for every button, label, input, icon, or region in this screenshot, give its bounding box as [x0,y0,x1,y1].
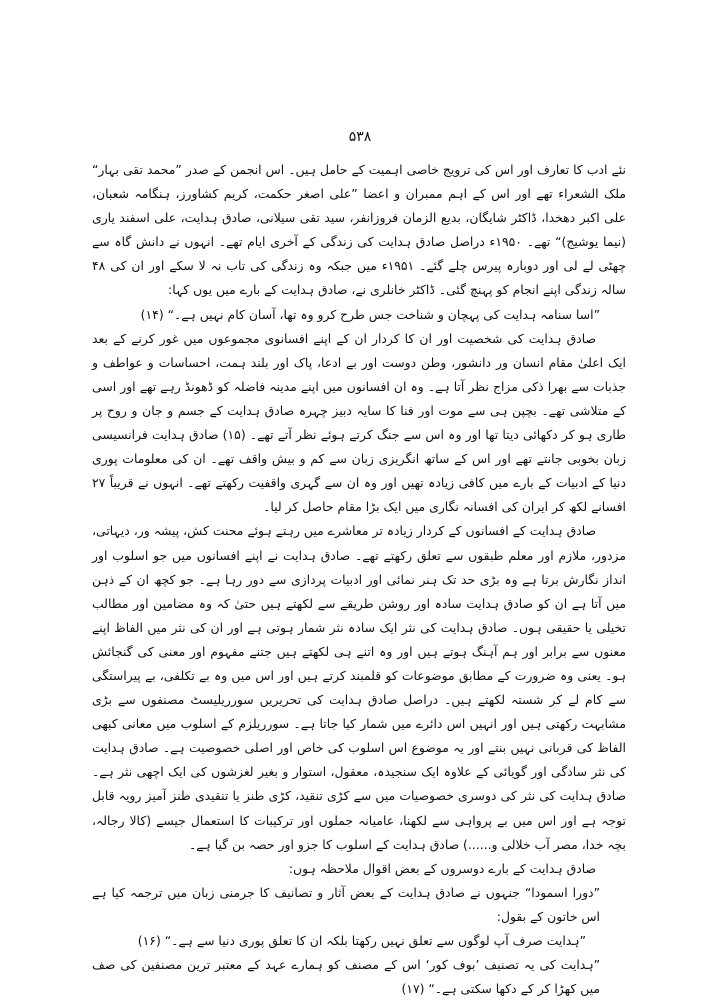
quote-khanlari: ”اسا سنامہ ہدایت کی پہچان و شناخت جس طرح کرو وہ تھا، آسان کام نہیں ہے۔“ (۱۴) [140,306,600,322]
page-number: ۵۳۸ [348,129,372,145]
paragraph-intro: نئے ادب کا تعارف اور اس کی ترویج خاصی اہمیت کے حامل ہیں۔ اس انجمن کے صدر ”محمد تقی بہار“ ملک الشعراء تھے اور اس کے اہم ممبران و اعضا ”علی اصغر حکمت، کریم کشاورز، ہنگامہ شعبان، علی اکبر دھخدا، ڈاکٹر شایگان، بدیع الزمان فروزانفر، سید تقی سیلانی، صادق ہدایت، علی اسفند یاری (نیما یوشیج)“ تھے۔ ۱۹۵۰ء دراصل صادق ہدایت کی زندگی کے آخری ایام تھے۔ انہوں نے دانش گاہ سے چھٹی لے لی اور دوبارہ پیرس چلے گئے۔ ۱۹۵۱ء میں جبکہ وہ زندگی کی تاب نہ لا سکے اور ان کی ۴۸ سالہ زندگی اپنے انجام کو پہنچ گئی۔ ڈاکٹر خانلری نے، صادق ہدایت کے بارے میں یوں کہا: [92,162,626,298]
body-text [92,158,626,1001]
paragraph-opinions-intro: صادق ہدایت کے بارے دوسروں کے بعض اقوال ملاحظہ ہوں: [288,860,596,876]
quote-dora-smoda-intro: ”دورا اسمودا“ جنہوں نے صادق ہدایت کے بعض آثار و تصانیف کا جرمنی زبان میں ترجمہ کیا ہے اس خاتون کے بقول: [92,884,600,924]
quote-blind-owl: ”ہدایت کی یہ تصنیف ’بوف کور‘ اس کے مصنف کو ہمارے عہد کے معتبر ترین مصنفین کی صف میں کھڑا کر کے دکھا سکتی ہے۔“ (۱۷) [92,957,600,997]
paragraph-personality: صادق ہدایت کی شخصیت اور ان کا کردار ان کے اپنے افسانوی مجموعوں میں غور کرنے کے بعد ایک اعلیٰ مقام انسان ور دانشور، وطن دوست اور بے ادعا، پاک اور بلند ہمت، احساسات و عواطف و جذبات سے بھرا ذکی مزاج نظر آتا ہے۔ وہ ان افسانوں میں اپنے مدینہ فاضلہ کو ڈھونڈ رہے تھے اور اسی کے متلاشی تھے۔ بچپن ہی سے موت اور فنا کا سایہ دبیز چہرہ صادق ہدایت کے جسم و جان و روح پر طاری ہو کر دکھائی دیتا تھا اور وہ اس سے جنگ کرتے ہوئے نظر آتے تھے۔ (۱۵) صادق ہدایت فرانسیسی زبان بخوبی جانتے تھے اور اس کے ساتھ انگریزی زبان سے کم و بیش واقف تھے۔ ان کی معلومات پوری دنیا کے ادبیات کے بارے میں کافی زیادہ تھیں اور وہ ان سے گہری واقفیت رکھتے تھے۔ انہوں نے قریباً ۲۷ افسانے لکھ کر ایران کی افسانہ نگاری میں ایک بڑا مقام حاصل کر لیا۔ [92,330,627,515]
quote-dora-smoda: ”ہدایت صرف آپ لوگوں سے تعلق نہیں رکھتا بلکہ ان کا تعلق پوری دنیا سے ہے۔“ (۱۶) [137,933,586,948]
paragraph-style: صادق ہدایت کے افسانوں کے کردار زیادہ تر معاشرے میں رہتے ہوئے محنت کش، پیشہ ور، دیہاتی، مزدور، ملازم اور معلم طبقوں سے تعلق رکھتے تھے۔ صادق ہدایت نے اپنے افسانوں میں جو اسلوب اور انداز نگارش برتا ہے وہ بڑی حد تک ہنر نمائی اور ادبیات پردازی سے دور رہا ہے۔ جو کچھ ان کے ذہن میں آتا ہے ان کو صادق ہدایت سادہ اور روشن طریقے سے لکھتے ہیں حتیٰ کہ وہ مضامین اور مطالب تخیلی یا حقیقی ہوں۔ صادق ہدایت کی نثر ایک سادہ نثر شمار ہوتی ہے اور ان کی نثر میں الفاظ اپنے معنوں سے برابر اور ہم آہنگ ہوتے ہیں اور وہ اتنے ہی لکھتے ہیں جتنے مفہوم اور معنی کی گنجائش ہو۔ یعنی وہ ضرورت کے مطابق موضوعات کو قلمبند کرتے ہیں اور اس میں وہ بے تکلفی، بے پیراستگی سے کام لے کر شستہ لکھتے ہیں۔ دراصل صادق ہدایت کی تحریریں سورریلیسٹ مصنفوں سے بڑی مشابہت رکھتی ہیں اور انہیں اس دائرے میں شمار کیا جاتا ہے۔ سورریلزم کے اسلوب میں معانی کبھی الفاظ کی قربانی نہیں بنتے اور یہ موضوع اس اسلوب کی خاص اور اصلی خصوصیت ہے۔ صادق ہدایت کی نثر سادگی اور گویائی کے علاوہ ایک سنجیدہ، معقول، استوار و بغیر لغزشوں کی ایک اچھی نثر ہے۔ صادق ہدایت کی نثر کی دوسری خصوصیات میں سے کڑی تنقید، کڑی طنز یا تنقیدی طنز آمیز رویہ قابل توجہ ہے اور اس میں بے پرواہی سے لکھنا، عامیانہ جملوں اور ترکیبات کا استعمال جیسے (کالا رجالہ، بچہ خدا، مصر آب خلالی و......) صادق ہدایت کے اسلوب کا جزو اور حصہ بن گیا ہے۔ [92,523,626,852]
